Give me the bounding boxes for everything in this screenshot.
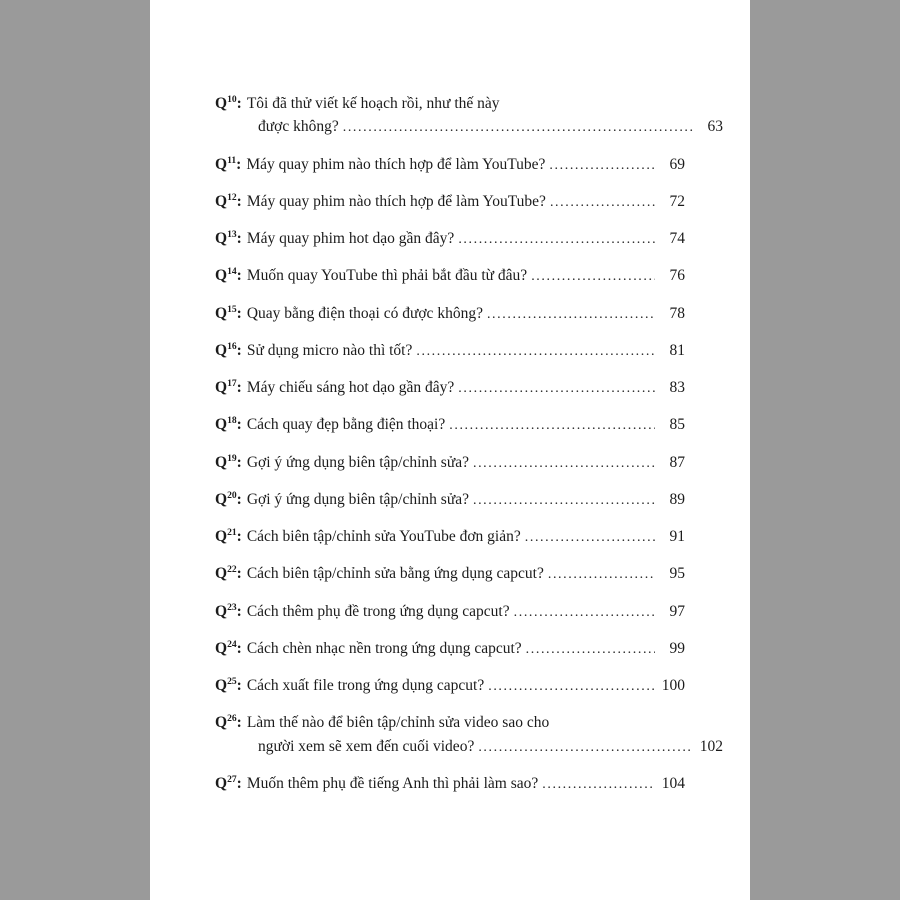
toc-entry[interactable]	[215, 376, 685, 399]
toc-question-number: 10	[227, 93, 237, 105]
toc-question-separator: :	[236, 453, 242, 471]
toc-question-label	[215, 264, 242, 287]
toc-page-number: 76	[669, 267, 685, 285]
toc-question-separator: :	[236, 304, 242, 322]
toc-question-number: 17	[227, 377, 237, 389]
toc-page-number: 83	[669, 379, 685, 396]
toc-question-label	[215, 413, 242, 436]
toc-leader-dots	[416, 341, 655, 362]
toc-entry-line	[215, 488, 685, 511]
toc-entry-title-continued: người xem sẽ xem đến cuối video?	[258, 737, 475, 755]
toc-entry-title: Gợi ý ứng dụng biên tập/chỉnh sửa?	[246, 490, 469, 508]
toc-page-number: 99	[669, 639, 685, 657]
toc-leader-dots	[549, 155, 655, 176]
toc-entry[interactable]	[215, 488, 685, 511]
toc-question-separator: :	[236, 714, 242, 732]
table-of-contents	[215, 92, 723, 809]
toc-entry-title-continued: được không?	[258, 118, 339, 136]
toc-question-label	[215, 600, 242, 623]
toc-question-label	[215, 451, 242, 474]
toc-question-label	[215, 92, 242, 115]
toc-entry-line	[215, 600, 685, 623]
toc-leader-dots	[525, 527, 655, 548]
toc-entry[interactable]	[215, 637, 685, 660]
toc-entry[interactable]	[215, 227, 685, 250]
toc-entry-title: Cách biên tập/chỉnh sửa bằng ứng dụng capcut?	[246, 565, 544, 583]
toc-question-number: 14	[227, 266, 237, 278]
toc-entry[interactable]	[215, 264, 685, 287]
toc-question-prefix: Q	[215, 230, 228, 247]
toc-entry[interactable]	[215, 92, 723, 139]
toc-leader-dots	[343, 117, 693, 138]
toc-entry-title: Máy chiếu sáng hot dạo gần đây?	[246, 379, 455, 396]
toc-question-number: 25	[227, 675, 237, 687]
toc-entry-line	[215, 525, 685, 548]
toc-entry-line	[215, 227, 685, 250]
toc-question-number: 26	[227, 713, 237, 725]
toc-leader-dots	[458, 378, 655, 399]
toc-entry-line	[215, 376, 685, 399]
toc-question-number: 21	[227, 526, 237, 538]
toc-question-prefix: Q	[215, 192, 228, 210]
toc-question-prefix: Q	[215, 95, 228, 112]
toc-leader-dots	[548, 564, 655, 585]
toc-entry[interactable]	[215, 451, 685, 474]
toc-question-prefix: Q	[215, 714, 228, 732]
toc-question-separator: :	[236, 528, 242, 545]
toc-leader-dots	[531, 266, 655, 287]
toc-question-separator: :	[236, 677, 242, 694]
toc-entry-line	[215, 153, 685, 176]
toc-question-separator: :	[236, 416, 242, 434]
toc-question-label	[215, 339, 242, 362]
toc-question-prefix: Q	[215, 304, 228, 322]
toc-entry-title: Cách chèn nhạc nền trong ứng dụng capcut?	[246, 639, 522, 657]
toc-leader-dots	[488, 676, 655, 697]
toc-entry-title: Gợi ý ứng dụng biên tập/chỉnh sửa?	[246, 453, 469, 471]
toc-page-number: 85	[669, 416, 685, 434]
toc-page-number: 78	[669, 304, 685, 322]
toc-page-number: 69	[669, 155, 685, 173]
toc-question-prefix: Q	[215, 155, 228, 173]
toc-entry[interactable]	[215, 772, 685, 795]
toc-entry[interactable]	[215, 711, 723, 758]
toc-question-separator: :	[236, 379, 242, 396]
toc-entry-title: Muốn thêm phụ đề tiếng Anh thì phải làm sao?	[246, 774, 539, 792]
toc-entry-line	[215, 339, 685, 362]
toc-question-label	[215, 674, 242, 697]
toc-leader-dots	[473, 453, 655, 474]
toc-entry-title: Sử dụng micro nào thì tốt?	[246, 341, 413, 359]
toc-entry-title: Quay bằng điện thoại có được không?	[246, 304, 483, 322]
toc-question-prefix: Q	[215, 453, 228, 471]
toc-page-number: 102	[699, 737, 723, 755]
toc-question-separator: :	[236, 565, 242, 583]
toc-question-prefix: Q	[215, 602, 228, 620]
toc-question-label	[215, 711, 242, 734]
toc-entry-line	[215, 302, 685, 325]
toc-page-number: 74	[669, 230, 685, 247]
toc-entry-title: Cách xuất file trong ứng dụng capcut?	[246, 677, 485, 694]
toc-entry-line	[215, 451, 685, 474]
toc-entry-title: Cách quay đẹp bằng điện thoại?	[246, 416, 446, 434]
toc-question-label	[215, 562, 242, 585]
toc-question-label	[215, 637, 242, 660]
toc-question-prefix: Q	[215, 565, 228, 583]
toc-question-separator: :	[236, 230, 242, 247]
toc-page-number: 100	[661, 677, 685, 694]
toc-entry-line	[215, 711, 685, 734]
toc-entry[interactable]	[215, 302, 685, 325]
toc-entry[interactable]	[215, 190, 685, 213]
toc-leader-dots	[449, 415, 655, 436]
toc-entry-title: Tôi đã thử viết kế hoạch rồi, như thế này	[246, 95, 500, 112]
book-page	[150, 0, 750, 900]
toc-question-prefix: Q	[215, 774, 228, 792]
toc-question-number: 22	[227, 564, 237, 576]
toc-entry-line	[215, 264, 685, 287]
toc-question-number: 19	[227, 452, 237, 464]
toc-entry-line	[215, 562, 685, 585]
toc-leader-dots	[550, 192, 655, 213]
toc-page-number: 97	[669, 602, 685, 620]
toc-question-prefix: Q	[215, 267, 228, 285]
toc-question-number: 15	[227, 303, 237, 315]
toc-page-number: 91	[669, 528, 685, 545]
toc-leader-dots	[487, 304, 655, 325]
toc-question-separator: :	[236, 490, 242, 508]
toc-page-number: 87	[669, 453, 685, 471]
toc-question-separator: :	[236, 639, 242, 657]
toc-entry-line	[215, 190, 685, 213]
toc-entry-line	[215, 115, 723, 138]
toc-question-number: 16	[227, 340, 237, 352]
toc-leader-dots	[458, 229, 655, 250]
toc-page-number: 95	[669, 565, 685, 583]
toc-entry[interactable]	[215, 339, 685, 362]
toc-page-number: 89	[669, 490, 685, 508]
toc-leader-dots	[473, 490, 655, 511]
toc-question-label	[215, 525, 242, 548]
toc-question-number: 12	[227, 191, 237, 203]
toc-question-separator: :	[236, 192, 242, 210]
toc-entry[interactable]	[215, 674, 685, 697]
toc-entry-title: Máy quay phim nào thích hợp để làm YouTube?	[246, 192, 546, 210]
toc-question-number: 11	[227, 154, 237, 166]
toc-question-label	[215, 153, 241, 176]
toc-entry[interactable]	[215, 413, 685, 436]
toc-leader-dots	[478, 737, 693, 758]
toc-question-label	[215, 772, 242, 795]
toc-question-separator: :	[236, 341, 242, 359]
toc-entry-title: Làm thế nào để biên tập/chỉnh sửa video sao cho	[246, 714, 550, 732]
toc-question-number: 24	[227, 638, 237, 650]
toc-entry-title: Muốn quay YouTube thì phải bắt đầu từ đâu?	[246, 267, 528, 285]
toc-question-label	[215, 227, 242, 250]
toc-leader-dots	[514, 602, 655, 623]
toc-entry-line	[215, 637, 685, 660]
toc-entry-line	[215, 772, 685, 795]
toc-question-number: 13	[227, 228, 237, 240]
toc-question-separator: :	[236, 95, 242, 112]
toc-entry[interactable]	[215, 600, 685, 623]
toc-question-label	[215, 302, 242, 325]
toc-question-prefix: Q	[215, 677, 228, 694]
toc-question-number: 20	[227, 489, 237, 501]
toc-entry-title: Máy quay phim nào thích hợp để làm YouTube?	[246, 155, 546, 173]
toc-question-separator: :	[236, 267, 242, 285]
toc-leader-dots	[526, 639, 655, 660]
toc-page-number: 72	[669, 192, 685, 210]
toc-question-number: 27	[227, 773, 237, 785]
toc-entry-line	[215, 735, 723, 758]
toc-entry-line	[215, 674, 685, 697]
toc-question-prefix: Q	[215, 639, 228, 657]
toc-entry-title: Máy quay phim hot dạo gần đây?	[246, 230, 455, 247]
toc-entry[interactable]	[215, 525, 685, 548]
toc-question-number: 18	[227, 415, 237, 427]
toc-leader-dots	[542, 774, 655, 795]
toc-entry-line	[215, 413, 685, 436]
toc-question-prefix: Q	[215, 528, 228, 545]
toc-page-number: 104	[661, 774, 685, 792]
toc-entry-line	[215, 92, 685, 115]
toc-question-separator: :	[236, 774, 242, 792]
toc-question-separator: :	[236, 602, 242, 620]
toc-entry[interactable]	[215, 562, 685, 585]
toc-question-prefix: Q	[215, 341, 228, 359]
toc-question-prefix: Q	[215, 490, 228, 508]
toc-question-prefix: Q	[215, 379, 228, 396]
toc-question-label	[215, 488, 242, 511]
toc-page-number: 63	[707, 118, 723, 136]
toc-question-prefix: Q	[215, 416, 228, 434]
toc-entry-title: Cách biên tập/chỉnh sửa YouTube đơn giản?	[246, 528, 521, 545]
toc-question-number: 23	[227, 601, 237, 613]
toc-entry[interactable]	[215, 153, 685, 176]
toc-question-label	[215, 190, 242, 213]
toc-question-label	[215, 376, 242, 399]
toc-question-separator: :	[236, 155, 242, 173]
toc-entry-title: Cách thêm phụ đề trong ứng dụng capcut?	[246, 602, 510, 620]
toc-page-number: 81	[669, 341, 685, 359]
